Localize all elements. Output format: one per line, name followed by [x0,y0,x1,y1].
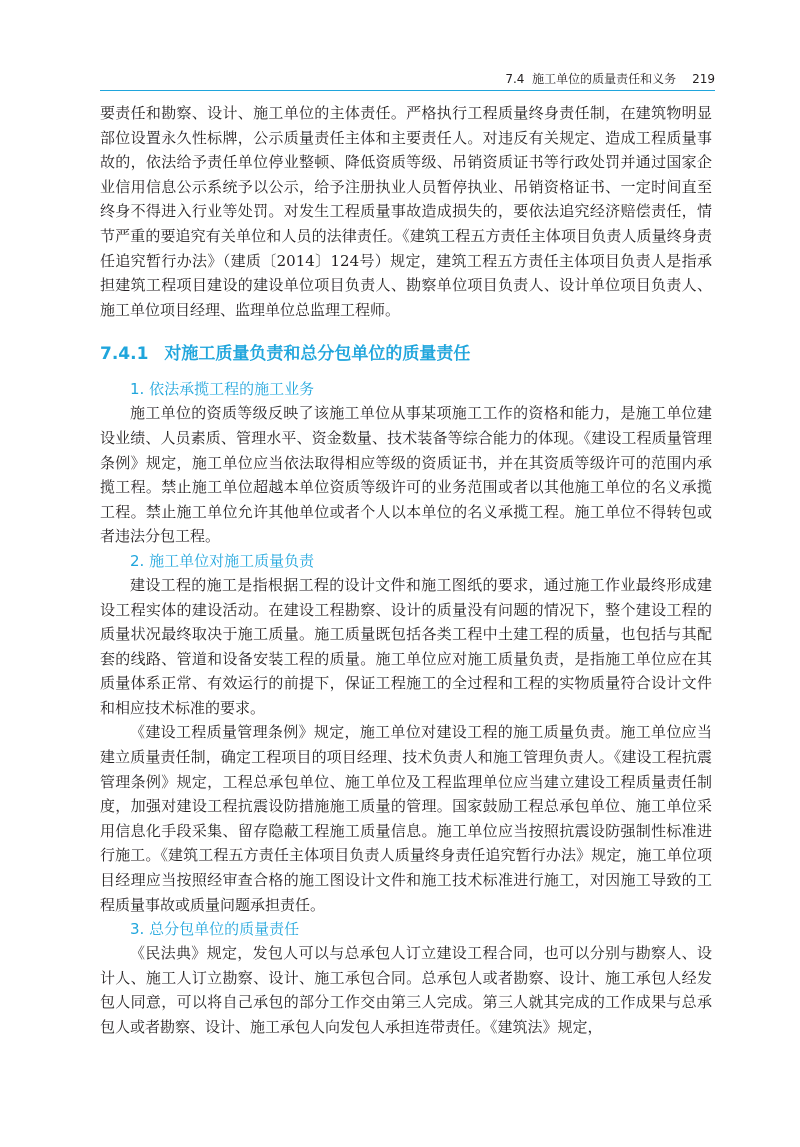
page-body [100,101,712,1040]
page-number: 219 [692,72,715,86]
header-rule [100,90,715,91]
subsection-heading: 3. 总分包单位的质量责任 [130,920,300,939]
header-section-title: 施工单位的质量责任和义务 [532,72,677,86]
subsection-heading: 1. 依法承揽工程的施工业务 [130,380,315,399]
intro-paragraph: 要责任和勘察、设计、施工单位的主体责任。严格执行工程质量终身责任制，在建筑物明显部位设置永久性标牌，公示质量责任主体和主要责任人。对违反有关规定、造成工程质量事故的，依法给予责任单位停业整顿、降低资质等级、吊销资质证书等行政处罚并通过国家企业信用信息公示系统予以公示，给予注册执业人员暂停执业、吊销资格证书、一定时间直至终身不得进入行业等处罚。对发生工程质量事故造成损失的，要依法追究经济赔偿责任，情节严重的要追究有关单位和人员的法律责任。《建筑工程五方责任主体项目负责人质量终身责任追究暂行办法》（建质〔2014〕124号）规定，建筑工程五方责任主体项目负责人是指承担建筑工程项目建设的建设单位项目负责人、勘察单位项目负责人、设计单位项目负责人、施工单位项目经理、监理单位总监理工程师。 [100,104,712,319]
paragraph: 《建设工程质量管理条例》规定，施工单位对建设工程的施工质量负责。施工单位应当建立质量责任制，确定工程项目的项目经理、技术负责人和施工管理负责人。《建设工程抗震管理条例》规定，工程总承包单位、施工单位及工程监理单位应当建立建设工程质量责任制度，加强对建设工程抗震设防措施施工质量的管理。国家鼓励工程总承包单位、施工单位采用信息化手段采集、留存隐蔽工程施工质量信息。施工单位应当按照抗震设防强制性标准进行施工。《建筑工程五方责任主体项目负责人质量终身责任追究暂行办法》规定，施工单位项目经理应当按照经审查合格的施工图设计文件和施工技术标准进行施工，对因施工导致的工程质量事故或质量问题承担责任。 [100,723,712,914]
header-section-number: 7.4 [505,72,525,86]
paragraph: 建设工程的施工是指根据工程的设计文件和施工图纸的要求，通过施工作业最终形成建设工程实体的建设活动。在建设工程勘察、设计的质量没有问题的情况下，整个建设工程的质量状况最终取决于施工质量。施工质量既包括各类工程中土建工程的质量，也包括与其配套的线路、管道和设备安装工程的质量。施工单位应对施工质量负责，是指施工单位应在其质量体系正常、有效运行的前提下，保证工程施工的全过程和工程的实物质量符合设计文件和相应技术标准的要求。 [100,575,712,717]
section-title: 对施工质量负责和总分包单位的质量责任 [164,344,471,365]
paragraph: 施工单位的资质等级反映了该施工单位从事某项施工工作的资格和能力，是施工单位建设业绩、人员素质、管理水平、资金数量、技术装备等综合能力的体现。《建设工程质量管理条例》规定，施工单位应当依法取得相应等级的资质证书，并在其资质等级许可的范围内承揽工程。禁止施工单位超越本单位资质等级许可的业务范围或者以其他施工单位的名义承揽工程。禁止施工单位允许其他单位或者个人以本单位的名义承揽工程。施工单位不得转包或者违法分包工程。 [100,404,712,546]
section-heading [100,341,712,367]
paragraph: 《民法典》规定，发包人可以与总承包人订立建设工程合同，也可以分别与勘察人、设计人、施工人订立勘察、设计、施工承包合同。总承包人或者勘察、设计、施工承包人经发包人同意，可以将自己承包的部分工作交由第三人完成。第三人就其完成的工作成果与总承包人或者勘察、设计、施工承包人向发包人承担连带责任。《建筑法》规定， [100,944,712,1036]
subsection-heading: 2. 施工单位对施工质量负责 [130,551,315,570]
section-number: 7.4.1 [100,344,149,365]
running-header [505,70,715,87]
